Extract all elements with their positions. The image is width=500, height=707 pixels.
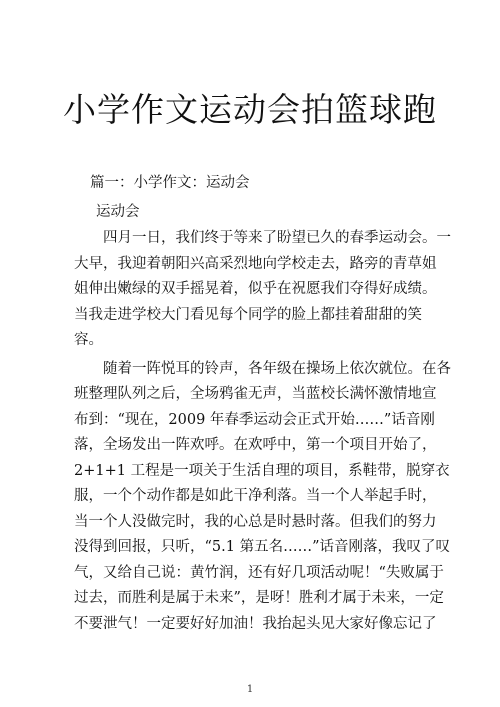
paragraph-2-line-10: 过去，而胜利是属于未来”，是呀！胜利才属于未来，一定 xyxy=(74,590,444,606)
paragraph-2-line-2: 班整理队列之后，全场鸦雀无声，当蓝校长满怀激情地宣 xyxy=(74,386,437,402)
paragraph-2-line-1: 随着一阵悦耳的铃声，各年级在操场上依次就位。在各 xyxy=(103,360,451,377)
essay-body xyxy=(74,226,451,637)
paragraph-1-line-4: 当我走进学校大门看见每个同学的脸上都挂着甜甜的笑 xyxy=(74,306,422,323)
paragraph-2-line-4: 落，全场发出一阵欢呼。在欢呼中，第一个项目开始了， xyxy=(74,437,437,453)
essay-title: 运动会 xyxy=(96,204,140,220)
paragraph-1-line-3: 姐伸出嫩绿的双手摇晃着，似乎在祝愿我们夺得好成绩。 xyxy=(74,281,437,297)
paragraph-1-line-1: 四月一日，我们终于等来了盼望已久的春季运动会。一 xyxy=(103,230,451,246)
paragraph-1-line-5: 容。 xyxy=(74,332,103,348)
document-title: 小学作文运动会拍篮球跑 xyxy=(63,90,437,129)
paragraph-2-line-8: 没得到回报，只听，“5.1 第五名……”话音刚落，我叹了叹 xyxy=(74,539,450,555)
paragraph-2-line-5: 2+1+1 工程是一项关于生活自理的项目，系鞋带，脱穿衣 xyxy=(74,462,450,479)
paragraph-2-line-7: 当一个人没做完时，我的心总是时悬时落。但我们的努力 xyxy=(74,513,437,530)
paragraph-2-line-6: 服，一个个动作都是如此干净利落。当一个人举起手时， xyxy=(74,488,437,504)
section-heading: 篇一：小学作文：运动会 xyxy=(90,175,250,191)
page-number: 1 xyxy=(246,684,254,695)
paragraph-2-line-3: 布到：“现在，2009 年春季运动会正式开始……”话音刚 xyxy=(74,411,435,428)
paragraph-1-line-2: 大早，我迎着朝阳兴高采烈地向学校走去，路旁的青草姐 xyxy=(74,255,437,272)
paragraph-2-line-11: 不要泄气！一定要好好加油！我抬起头见大家好像忘记了 xyxy=(74,615,437,632)
paragraph-2-line-9: 气，又给自己说：黄竹润，还有好几项活动呢！“失败属于 xyxy=(74,564,444,581)
